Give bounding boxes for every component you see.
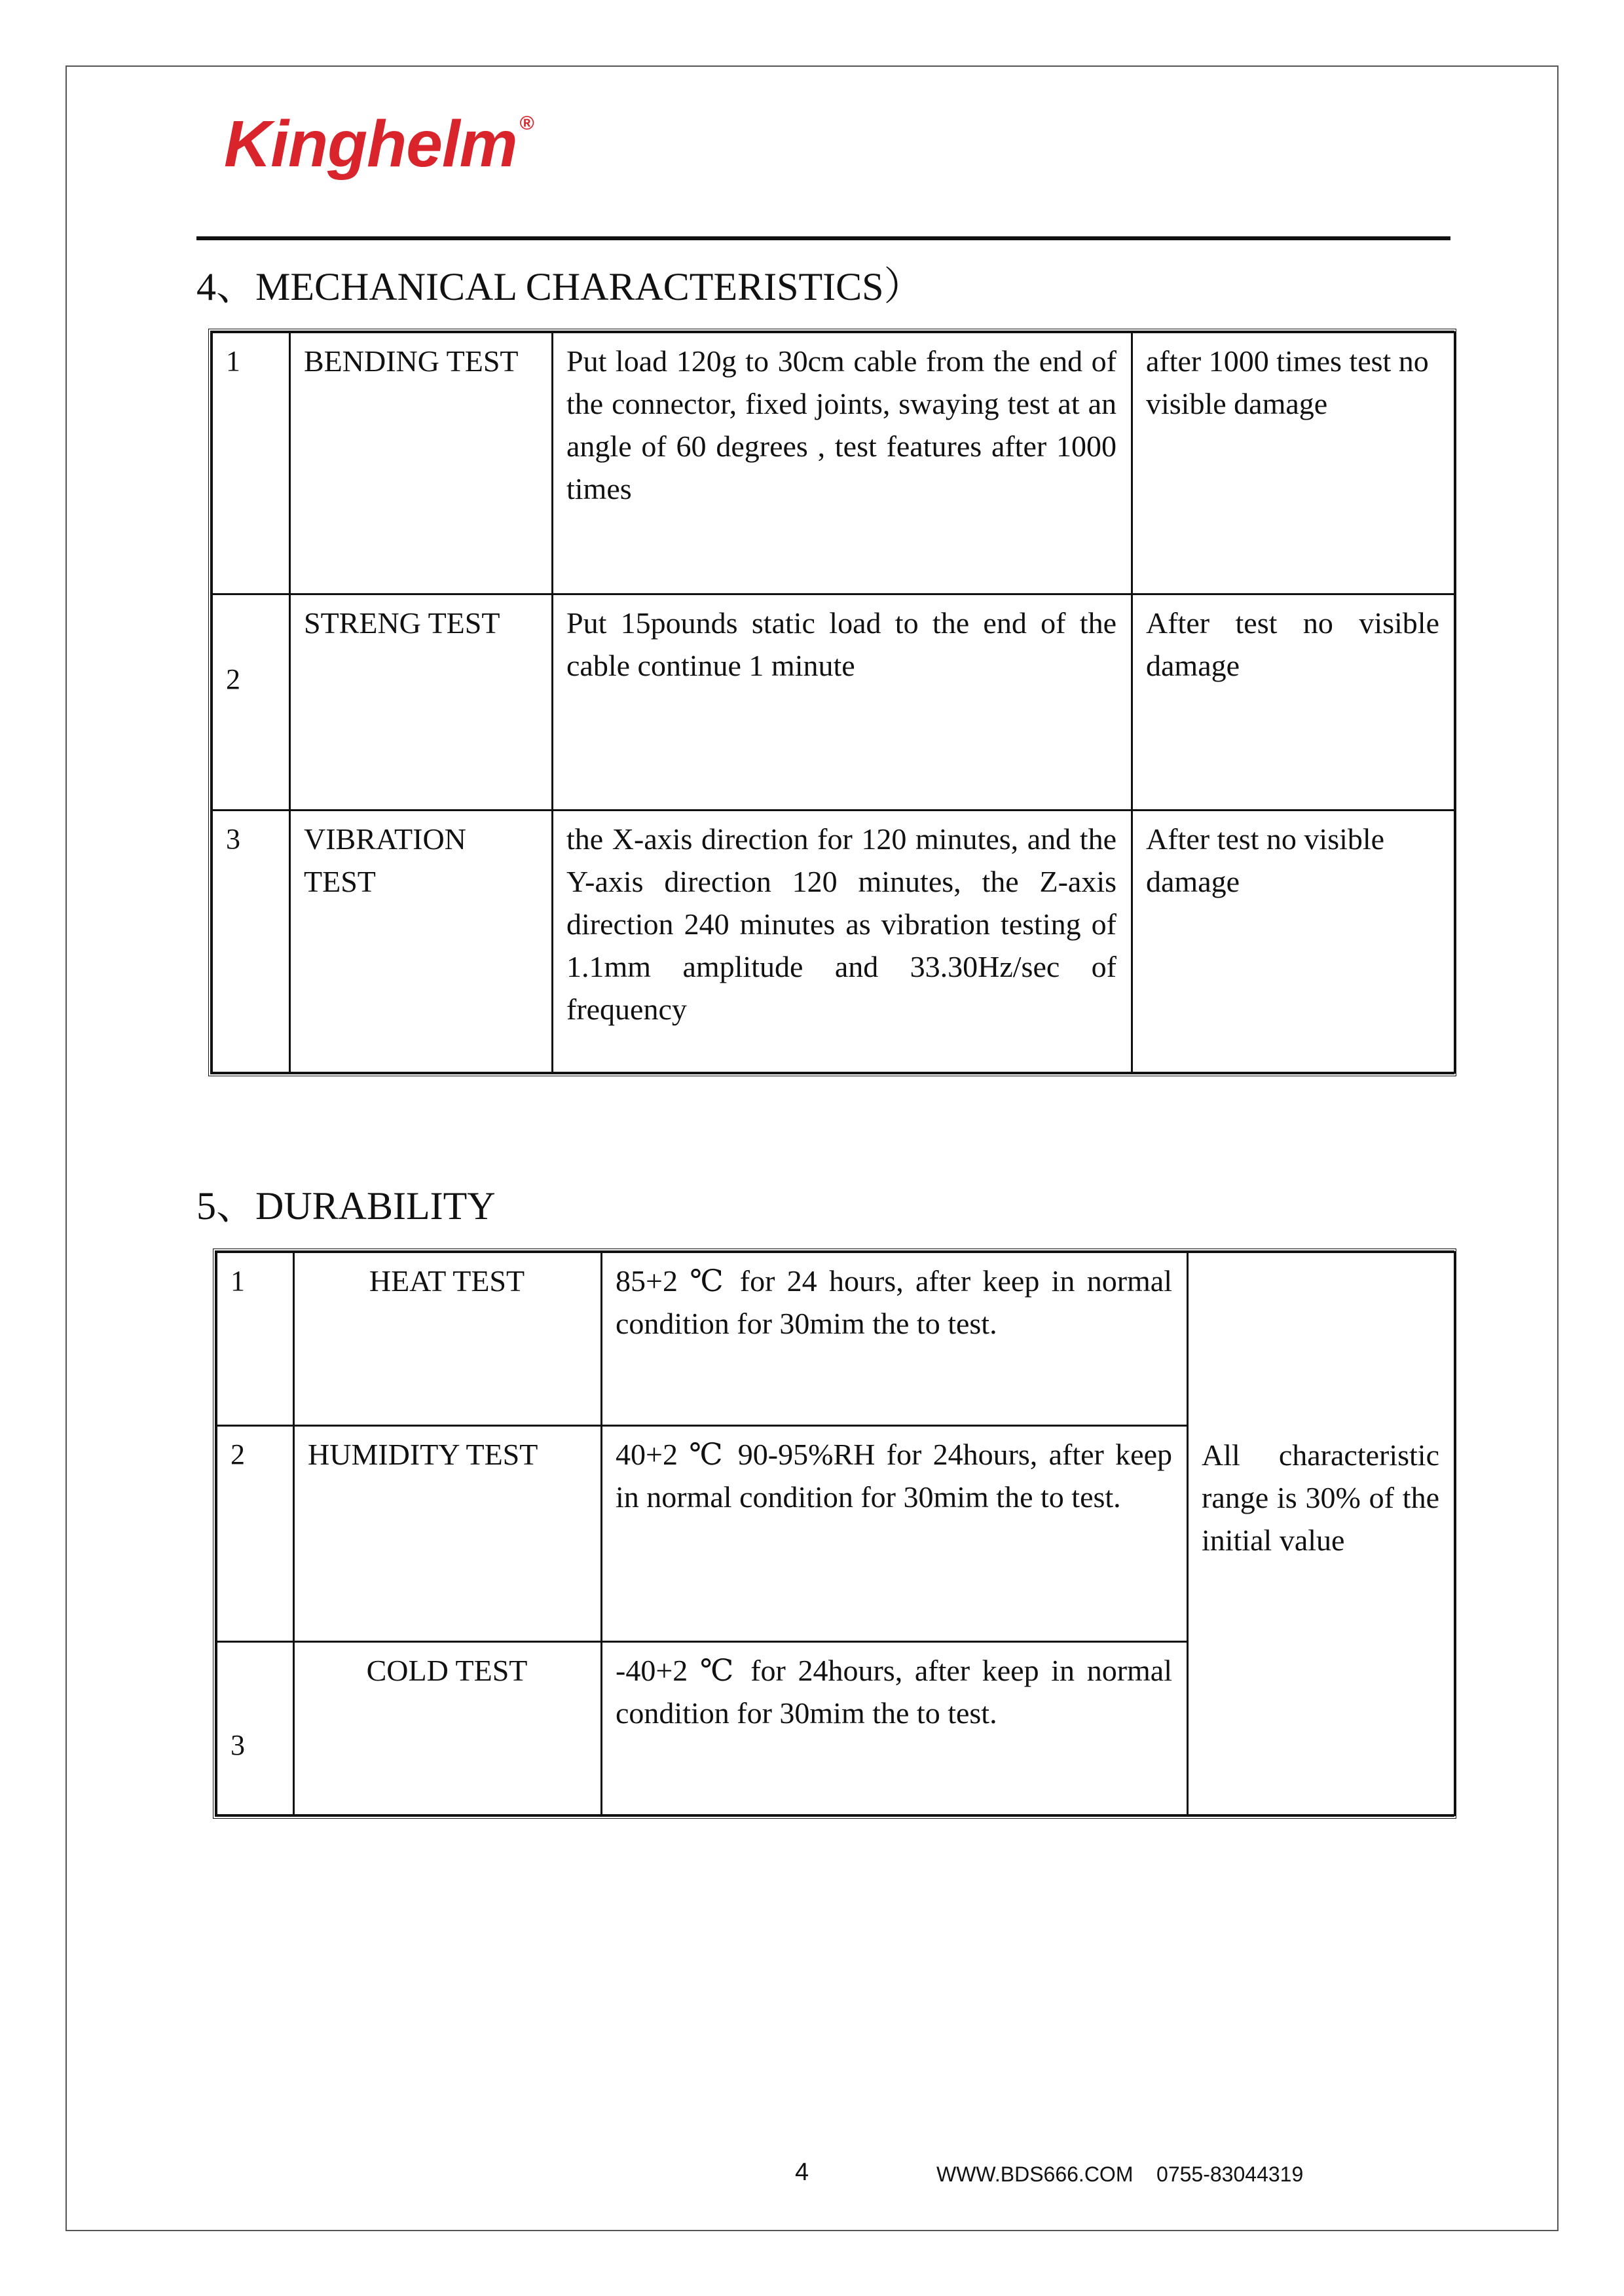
test-condition: -40+2 ℃ for 24hours, after keep in normal condition for 30mim the to test.	[602, 1642, 1188, 1815]
page-number: 4	[795, 2159, 809, 2186]
test-condition: 85+2 ℃ for 24 hours, after keep in normal condition for 30mim the to test.	[602, 1252, 1188, 1426]
registered-mark: ®	[519, 113, 534, 134]
test-name: HUMIDITY TEST	[294, 1426, 602, 1642]
header-rule	[196, 236, 1450, 240]
test-name: COLD TEST	[294, 1642, 602, 1815]
table-row	[212, 811, 1455, 1073]
footer-contact	[936, 2162, 1303, 2187]
table-row	[212, 594, 1455, 811]
section-title-mechanical: 4、MECHANICAL CHARACTERISTICS）	[196, 265, 923, 308]
row-number: 2	[212, 594, 290, 811]
test-name: STRENG TEST	[290, 594, 553, 811]
footer-phone: 0755-83044319	[1156, 2162, 1304, 2186]
table-row	[217, 1252, 1455, 1426]
shared-result: All characteristic range is 30% of the initial value	[1188, 1252, 1455, 1815]
row-number: 1	[217, 1252, 294, 1426]
row-number: 1	[212, 333, 290, 594]
test-condition: the X-axis direction for 120 minutes, and the Y-axis direction 120 minutes, the Z-axis direction 240 minutes as vibration testing of 1.1mm amplitude and 33.30Hz/sec of frequency	[553, 811, 1132, 1073]
mechanical-table	[208, 329, 1456, 1076]
durability-table	[213, 1248, 1456, 1819]
table-row	[212, 333, 1455, 594]
row-number: 3	[212, 811, 290, 1073]
test-name: VIBRATION TEST	[290, 811, 553, 1073]
row-number: 3	[217, 1642, 294, 1815]
test-name: BENDING TEST	[290, 333, 553, 594]
test-result: after 1000 times test no visible damage	[1132, 333, 1455, 594]
test-condition: Put 15pounds static load to the end of the cable continue 1 minute	[553, 594, 1132, 811]
kinghelm-logo	[224, 107, 534, 181]
test-condition: 40+2 ℃ 90-95%RH for 24hours, after keep in normal condition for 30mim the to test.	[602, 1426, 1188, 1642]
test-result: After test no visible damage	[1132, 594, 1455, 811]
test-result: After test no visible damage	[1132, 811, 1455, 1073]
brand-name: Kinghelm	[224, 107, 517, 181]
row-number: 2	[217, 1426, 294, 1642]
test-name: HEAT TEST	[294, 1252, 602, 1426]
section-title-durability: 5、DURABILITY	[196, 1184, 496, 1228]
footer-website[interactable]: WWW.BDS666.COM	[936, 2162, 1134, 2186]
test-condition: Put load 120g to 30cm cable from the end of the connector, fixed joints, swaying test at an angle of 60 degrees , test features after 1000 times	[553, 333, 1132, 594]
